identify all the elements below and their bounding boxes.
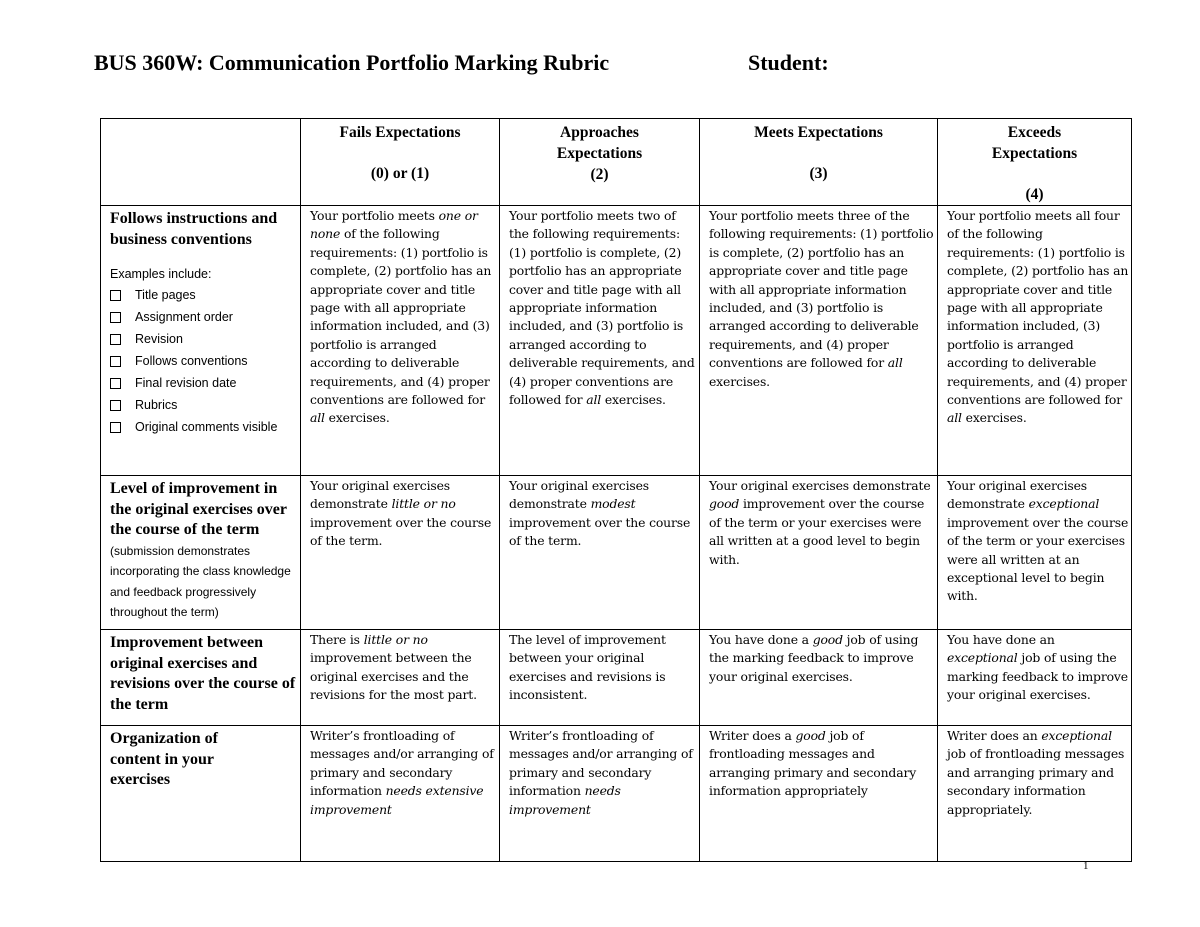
checkbox-icon [110, 400, 121, 411]
list-item: Assignment order [110, 306, 296, 328]
criterion-label: Organization of content in your exercises [110, 730, 218, 788]
meets-cell: You have done a good job of using the marking feedback to improve your original exercises. [700, 630, 938, 726]
checkbox-icon [110, 378, 121, 389]
exceeds-cell: Your original exercises demonstrate exceptional improvement over the course of the term or your exercises were all written at an exceptional level to begin with. [938, 476, 1132, 630]
exceeds-cell: You have done an exceptional job of using the marking feedback to improve your original exercises. [938, 630, 1132, 726]
criterion-note: (submission demonstrates incorporating the class knowledge and feedback progressively throughout the term) [110, 543, 291, 619]
fails-cell: Writer’s frontloading of messages and/or arranging of primary and secondary information needs extensive improvement [301, 726, 500, 862]
criterion-label: Follows instructions and business conventions [110, 210, 278, 248]
fails-cell: Your portfolio meets one or none of the following requirements: (1) portfolio is complete, (2) portfolio has an appropriate cover and title page with all appropriate information included, and (3) portfolio is arranged according to deliverable requirements, and (4) proper conventions are followed for all exercises. [301, 206, 500, 476]
criterion-cell [101, 476, 301, 630]
rubric-row-improvement-level [101, 476, 1132, 630]
student-label: Student: [748, 50, 829, 75]
criterion-cell [101, 630, 301, 726]
checkbox-icon [110, 290, 121, 301]
page-title: BUS 360W: Communication Portfolio Marking Rubric [94, 50, 610, 75]
rubric-table [100, 118, 1132, 862]
checkbox-icon [110, 422, 121, 433]
header-exceeds: Exceeds Expectations (4) [938, 119, 1132, 206]
rubric-row-organization [101, 726, 1132, 862]
meets-cell: Your portfolio meets three of the following requirements: (1) portfolio is complete, (2) portfolio has an appropriate cover and title page with all appropriate information included, and (3) portfolio is arranged according to deliverable requirements, and (4) proper conventions are followed for all exercises. [700, 206, 938, 476]
list-item: Revision [110, 328, 296, 350]
approaches-cell: Your portfolio meets two of the following requirements: (1) portfolio is complete, (2) portfolio has an appropriate cover and title page with all appropriate information included, and (3) portfolio is arranged according to deliverable requirements, and (4) proper conventions are followed for all exercises. [500, 206, 700, 476]
header-fails: Fails Expectations (0) or (1) [301, 119, 500, 206]
criterion-cell [101, 726, 301, 862]
approaches-cell: Your original exercises demonstrate modest improvement over the course of the term. [500, 476, 700, 630]
page-number: 1 [1083, 860, 1089, 872]
list-item: Original comments visible [110, 416, 296, 438]
checkbox-icon [110, 356, 121, 367]
list-item: Follows conventions [110, 350, 296, 372]
header-blank-cell [101, 119, 301, 206]
examples-label: Examples include: [110, 267, 212, 281]
approaches-cell: The level of improvement between your original exercises and revisions is inconsistent. [500, 630, 700, 726]
list-item: Title pages [110, 284, 296, 306]
rubric-row-instructions [101, 206, 1132, 476]
criterion-label: Level of improvement in the original exercises over the course of the term [110, 480, 287, 538]
header-row [101, 119, 1132, 206]
examples-checklist [110, 284, 296, 438]
meets-cell: Your original exercises demonstrate good improvement over the course of the term or your exercises were all written at a good level to begin with. [700, 476, 938, 630]
exceeds-cell: Your portfolio meets all four of the following requirements: (1) portfolio is complete, (2) portfolio has an appropriate cover and title page with all appropriate information included, (3) portfolio is arranged according to deliverable requirements, and (4) proper conventions are followed for all exercises. [938, 206, 1132, 476]
rubric-row-revisions [101, 630, 1132, 726]
header-meets: Meets Expectations (3) [700, 119, 938, 206]
approaches-cell: Writer’s frontloading of messages and/or arranging of primary and secondary information needs improvement [500, 726, 700, 862]
criterion-label: Improvement between original exercises and revisions over the course of the term [110, 634, 296, 713]
meets-cell: Writer does a good job of frontloading messages and arranging primary and secondary information appropriately [700, 726, 938, 862]
header-approaches: Approaches Expectations (2) [500, 119, 700, 206]
fails-cell: There is little or no improvement between the original exercises and the revisions for the most part. [301, 630, 500, 726]
exceeds-cell: Writer does an exceptional job of frontloading messages and arranging primary and secondary information appropriately. [938, 726, 1132, 862]
criterion-cell [101, 206, 301, 476]
checkbox-icon [110, 312, 121, 323]
fails-cell: Your original exercises demonstrate little or no improvement over the course of the term. [301, 476, 500, 630]
checkbox-icon [110, 334, 121, 345]
list-item: Rubrics [110, 394, 296, 416]
list-item: Final revision date [110, 372, 296, 394]
